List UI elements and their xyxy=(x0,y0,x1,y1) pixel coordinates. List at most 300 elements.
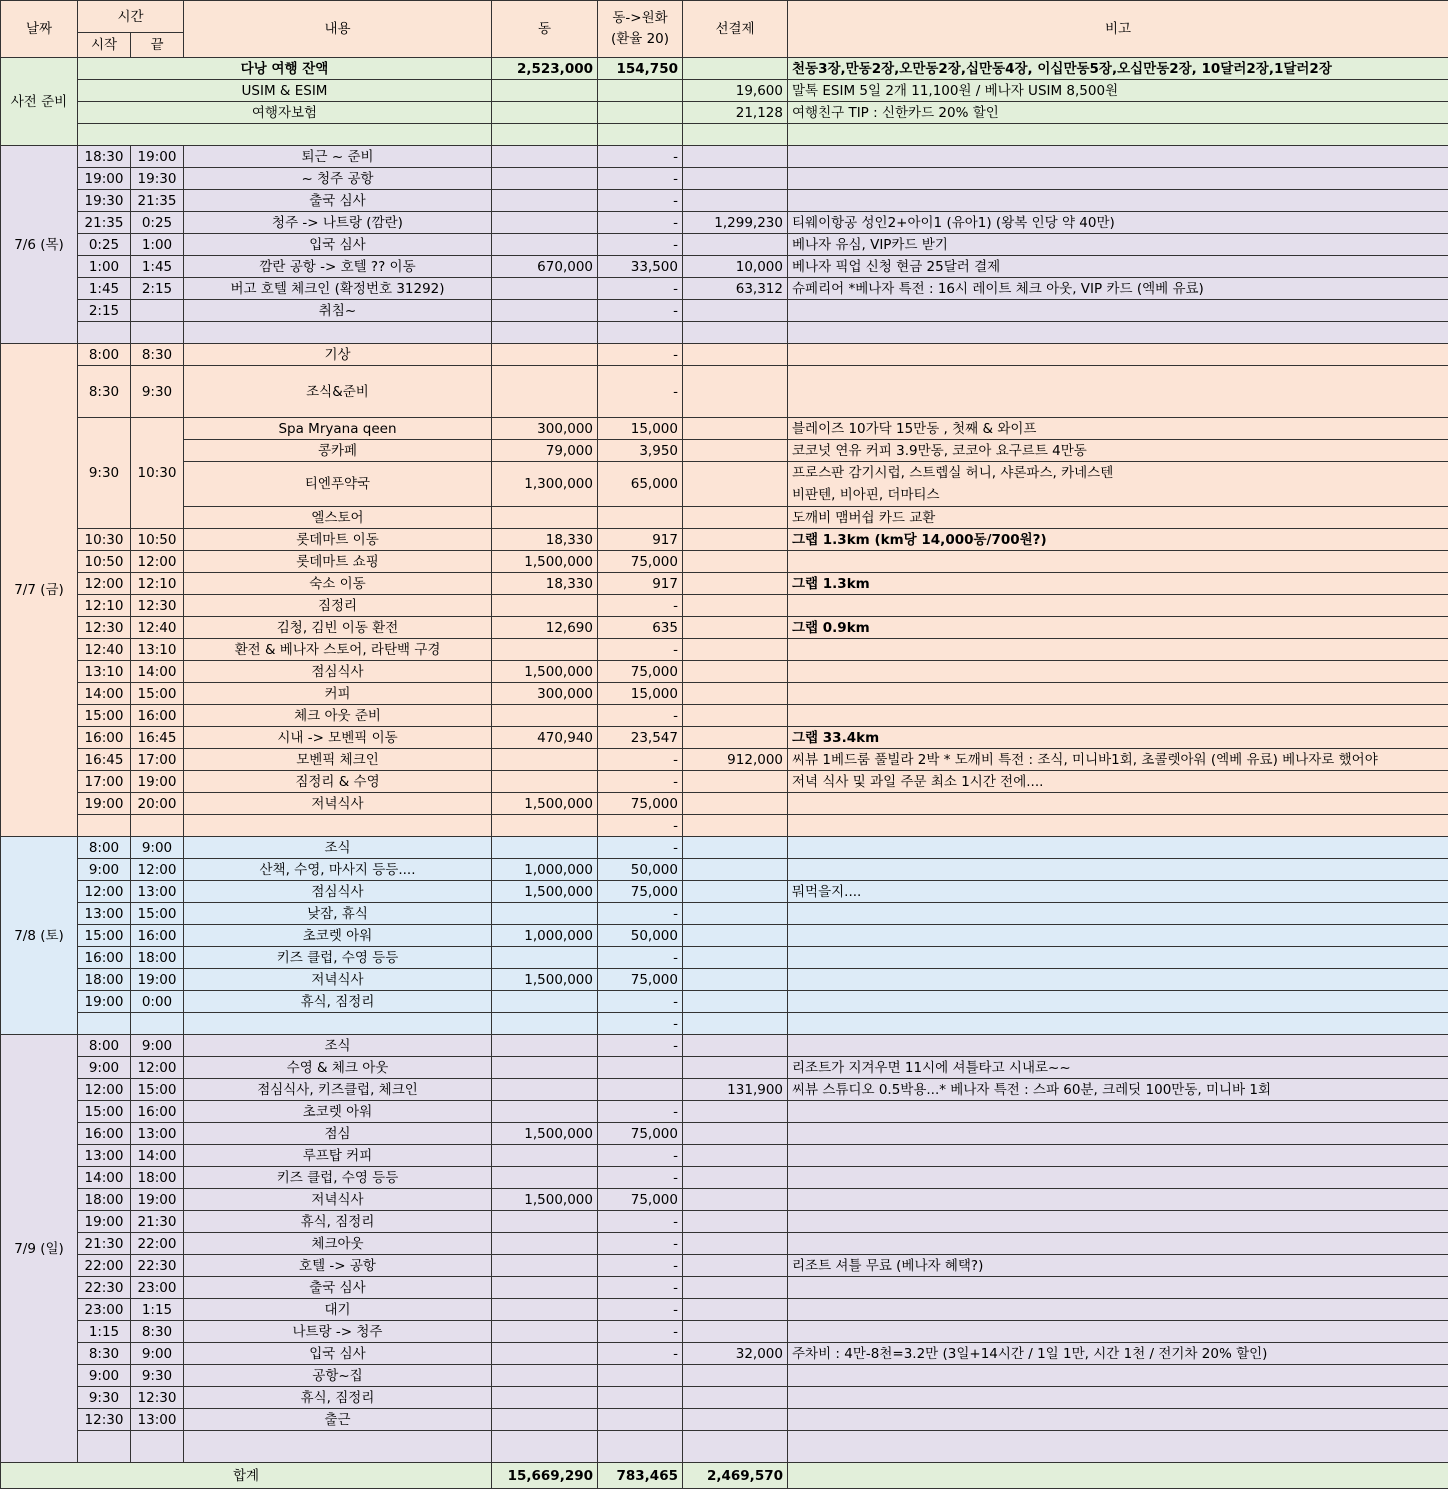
activity: 저녁식사 xyxy=(184,793,492,815)
amount-krw: 75,000 xyxy=(598,661,683,683)
amount-krw: - xyxy=(598,947,683,969)
end-time: 17:00 xyxy=(131,749,184,771)
prepaid-amount xyxy=(683,705,788,727)
end-time: 10:30 xyxy=(131,418,184,529)
start-time: 12:00 xyxy=(78,881,131,903)
activity: 초코렛 아워 xyxy=(184,1101,492,1123)
end-time: 8:30 xyxy=(131,344,184,366)
itinerary-row xyxy=(1,322,1448,344)
itinerary-row xyxy=(1,771,1448,793)
end-time: 21:35 xyxy=(131,190,184,212)
date-cell: 7/6 (목) xyxy=(1,146,78,344)
amount-vnd: 1,500,000 xyxy=(492,1123,598,1145)
itinerary-row xyxy=(1,617,1448,639)
prepaid-amount xyxy=(683,1211,788,1233)
note xyxy=(788,661,1448,683)
itinerary-row xyxy=(1,462,1448,507)
note xyxy=(788,146,1448,168)
note: 도깨비 맴버쉽 카드 교환 xyxy=(788,507,1448,529)
activity: 저녁식사 xyxy=(184,1189,492,1211)
start-time: 19:00 xyxy=(78,793,131,815)
prepaid-amount xyxy=(683,661,788,683)
start-time xyxy=(78,1013,131,1035)
itinerary-row xyxy=(1,1277,1448,1299)
prepaid-amount xyxy=(683,727,788,749)
amount-vnd xyxy=(492,344,598,366)
end-time: 12:00 xyxy=(131,1057,184,1079)
start-time: 17:00 xyxy=(78,771,131,793)
note: 리조트가 지겨우면 11시에 셔틀타고 시내로~~ xyxy=(788,1057,1448,1079)
prepaid-amount xyxy=(683,969,788,991)
note xyxy=(788,1409,1448,1431)
amount-vnd xyxy=(492,1145,598,1167)
end-time: 1:00 xyxy=(131,234,184,256)
prep-prepaid xyxy=(683,58,788,80)
end-time: 21:30 xyxy=(131,1211,184,1233)
start-time: 8:00 xyxy=(78,1035,131,1057)
amount-vnd: 1,300,000 xyxy=(492,462,598,507)
itinerary-row xyxy=(1,749,1448,771)
start-time: 8:00 xyxy=(78,837,131,859)
note xyxy=(788,1101,1448,1123)
amount-krw: 50,000 xyxy=(598,925,683,947)
prepaid-amount xyxy=(683,366,788,418)
itinerary-row xyxy=(1,881,1448,903)
activity: 낮잠, 휴식 xyxy=(184,903,492,925)
amount-krw: - xyxy=(598,1321,683,1343)
amount-vnd xyxy=(492,1233,598,1255)
activity: 산책, 수영, 마사지 등등.... xyxy=(184,859,492,881)
itinerary-row xyxy=(1,300,1448,322)
itinerary-row xyxy=(1,859,1448,881)
amount-vnd xyxy=(492,1387,598,1409)
prepaid-amount xyxy=(683,507,788,529)
itinerary-row xyxy=(1,815,1448,837)
end-time xyxy=(131,300,184,322)
note xyxy=(788,1299,1448,1321)
end-time: 19:30 xyxy=(131,168,184,190)
itinerary-row xyxy=(1,507,1448,529)
itinerary-row xyxy=(1,366,1448,418)
start-time: 12:00 xyxy=(78,573,131,595)
end-time xyxy=(131,815,184,837)
note xyxy=(788,1321,1448,1343)
prepaid-amount xyxy=(683,1321,788,1343)
amount-krw: - xyxy=(598,1233,683,1255)
start-time: 12:30 xyxy=(78,617,131,639)
activity: 롯데마트 이동 xyxy=(184,529,492,551)
amount-vnd xyxy=(492,1035,598,1057)
prep-row xyxy=(1,58,1448,80)
activity: ~ 청주 공항 xyxy=(184,168,492,190)
activity: 조식 xyxy=(184,1035,492,1057)
start-time: 10:50 xyxy=(78,551,131,573)
itinerary-row xyxy=(1,639,1448,661)
start-time: 18:00 xyxy=(78,1189,131,1211)
activity: 짐정리 xyxy=(184,595,492,617)
amount-vnd xyxy=(492,1321,598,1343)
itinerary-row xyxy=(1,837,1448,859)
total-prepaid: 2,469,570 xyxy=(683,1463,788,1489)
end-time: 10:50 xyxy=(131,529,184,551)
amount-krw: - xyxy=(598,705,683,727)
note xyxy=(788,168,1448,190)
start-time xyxy=(78,815,131,837)
itinerary-row xyxy=(1,1189,1448,1211)
activity: 출근 xyxy=(184,1409,492,1431)
prepaid-amount xyxy=(683,300,788,322)
prep-vnd xyxy=(492,80,598,102)
prepaid-amount xyxy=(683,1013,788,1035)
itinerary-row xyxy=(1,1255,1448,1277)
total-vnd: 15,669,290 xyxy=(492,1463,598,1489)
amount-krw: 3,950 xyxy=(598,440,683,462)
prep-content: 여행자보험 xyxy=(78,102,492,124)
note xyxy=(788,639,1448,661)
activity: 입국 심사 xyxy=(184,234,492,256)
note xyxy=(788,1167,1448,1189)
activity: 키즈 클럽, 수영 등등 xyxy=(184,947,492,969)
itinerary-row xyxy=(1,727,1448,749)
prepaid-amount xyxy=(683,1101,788,1123)
itinerary-row xyxy=(1,168,1448,190)
activity xyxy=(184,815,492,837)
amount-krw xyxy=(598,1409,683,1431)
itinerary-row xyxy=(1,595,1448,617)
end-time: 9:00 xyxy=(131,1035,184,1057)
amount-krw: 15,000 xyxy=(598,683,683,705)
prepaid-amount xyxy=(683,551,788,573)
itinerary-row xyxy=(1,1101,1448,1123)
activity: 수영 & 체크 아웃 xyxy=(184,1057,492,1079)
start-time: 14:00 xyxy=(78,1167,131,1189)
start-time: 16:00 xyxy=(78,1123,131,1145)
amount-vnd: 670,000 xyxy=(492,256,598,278)
end-time: 12:30 xyxy=(131,595,184,617)
amount-vnd xyxy=(492,1431,598,1463)
start-time: 16:45 xyxy=(78,749,131,771)
prepaid-amount xyxy=(683,639,788,661)
amount-krw: - xyxy=(598,1145,683,1167)
note: 뭐먹을지.... xyxy=(788,881,1448,903)
start-time: 12:30 xyxy=(78,1409,131,1431)
prepaid-amount xyxy=(683,881,788,903)
note: 슈페리어 *베나자 특전 : 16시 레이트 체크 아웃, VIP 카드 (엑베 유료) xyxy=(788,278,1448,300)
end-time xyxy=(131,322,184,344)
note: 블레이즈 10가닥 15만동 , 첫째 & 와이프 xyxy=(788,418,1448,440)
itinerary-row xyxy=(1,256,1448,278)
header-content: 내용 xyxy=(184,1,492,58)
itinerary-row xyxy=(1,661,1448,683)
note: 그랩 0.9km xyxy=(788,617,1448,639)
start-time: 10:30 xyxy=(78,529,131,551)
amount-vnd xyxy=(492,595,598,617)
header-date: 날짜 xyxy=(1,1,78,58)
end-time xyxy=(131,1431,184,1463)
note: 주차비 : 4만-8천=3.2만 (3일+14시간 / 1일 1만, 시간 1천 / 전기차 20% 할인) xyxy=(788,1343,1448,1365)
start-time: 18:00 xyxy=(78,969,131,991)
activity: 키즈 클럽, 수영 등등 xyxy=(184,1167,492,1189)
activity: 티엔푸약국 xyxy=(184,462,492,507)
note xyxy=(788,1431,1448,1463)
prepaid-amount xyxy=(683,683,788,705)
note xyxy=(788,1277,1448,1299)
amount-krw: - xyxy=(598,837,683,859)
activity: 입국 심사 xyxy=(184,1343,492,1365)
activity: 나트랑 -> 청주 xyxy=(184,1321,492,1343)
note xyxy=(788,1387,1448,1409)
activity xyxy=(184,1013,492,1035)
activity: 점심식사 xyxy=(184,881,492,903)
note xyxy=(788,903,1448,925)
prepaid-amount xyxy=(683,837,788,859)
amount-krw: - xyxy=(598,366,683,418)
amount-vnd xyxy=(492,190,598,212)
note xyxy=(788,344,1448,366)
amount-krw: - xyxy=(598,639,683,661)
itinerary-row xyxy=(1,1035,1448,1057)
activity: 숙소 이동 xyxy=(184,573,492,595)
prep-row xyxy=(1,80,1448,102)
activity: 조식 xyxy=(184,837,492,859)
total-label: 합계 xyxy=(1,1463,492,1489)
itinerary-row xyxy=(1,1211,1448,1233)
activity: 휴식, 짐정리 xyxy=(184,991,492,1013)
header-start: 시작 xyxy=(78,33,131,58)
itinerary-row xyxy=(1,793,1448,815)
activity: 루프탑 커피 xyxy=(184,1145,492,1167)
end-time: 12:10 xyxy=(131,573,184,595)
itinerary-row xyxy=(1,683,1448,705)
activity: 퇴근 ~ 준비 xyxy=(184,146,492,168)
note xyxy=(788,705,1448,727)
prepaid-amount xyxy=(683,771,788,793)
itinerary-row xyxy=(1,418,1448,440)
prepaid-amount: 1,299,230 xyxy=(683,212,788,234)
end-time: 9:30 xyxy=(131,366,184,418)
start-time: 8:30 xyxy=(78,1343,131,1365)
itinerary-row xyxy=(1,991,1448,1013)
amount-vnd xyxy=(492,1277,598,1299)
end-time: 15:00 xyxy=(131,1079,184,1101)
end-time: 16:45 xyxy=(131,727,184,749)
start-time: 1:00 xyxy=(78,256,131,278)
start-time: 0:25 xyxy=(78,234,131,256)
prep-row xyxy=(1,102,1448,124)
prepaid-amount xyxy=(683,595,788,617)
amount-vnd: 18,330 xyxy=(492,573,598,595)
amount-krw: - xyxy=(598,190,683,212)
amount-vnd: 1,500,000 xyxy=(492,661,598,683)
note xyxy=(788,815,1448,837)
end-time: 23:00 xyxy=(131,1277,184,1299)
prep-krw xyxy=(598,124,683,146)
start-time: 1:45 xyxy=(78,278,131,300)
prep-note: 말톡 ESIM 5일 2개 11,100원 / 베나자 USIM 8,500원 xyxy=(788,80,1448,102)
activity: 콩카페 xyxy=(184,440,492,462)
amount-krw: - xyxy=(598,595,683,617)
prep-row xyxy=(1,124,1448,146)
amount-vnd xyxy=(492,837,598,859)
prep-note: 여행친구 TIP : 신한카드 20% 할인 xyxy=(788,102,1448,124)
amount-krw: - xyxy=(598,1013,683,1035)
amount-vnd xyxy=(492,947,598,969)
amount-vnd xyxy=(492,1255,598,1277)
end-time: 15:00 xyxy=(131,683,184,705)
amount-vnd xyxy=(492,300,598,322)
note: 베나자 픽업 신청 현금 25달러 결제 xyxy=(788,256,1448,278)
note: 씨뷰 1베드룸 풀빌라 2박 * 도깨비 특전 : 조식, 미니바1회, 초콜렛아워 (엑베 유료) 베나자로 했어야 xyxy=(788,749,1448,771)
end-time: 9:00 xyxy=(131,1343,184,1365)
prepaid-amount xyxy=(683,991,788,1013)
end-time: 19:00 xyxy=(131,969,184,991)
date-cell: 7/9 (일) xyxy=(1,1035,78,1463)
amount-krw: - xyxy=(598,146,683,168)
start-time: 9:30 xyxy=(78,1387,131,1409)
amount-krw: - xyxy=(598,771,683,793)
amount-vnd: 470,940 xyxy=(492,727,598,749)
prepaid-amount xyxy=(683,1387,788,1409)
amount-vnd: 1,500,000 xyxy=(492,881,598,903)
note xyxy=(788,190,1448,212)
end-time: 1:15 xyxy=(131,1299,184,1321)
start-time: 12:40 xyxy=(78,639,131,661)
amount-krw: - xyxy=(598,234,683,256)
amount-krw: 75,000 xyxy=(598,1123,683,1145)
prepaid-amount xyxy=(683,1233,788,1255)
itinerary-row xyxy=(1,1409,1448,1431)
note: 저녁 식사 및 과일 주문 최소 1시간 전에.... xyxy=(788,771,1448,793)
start-time: 9:00 xyxy=(78,1365,131,1387)
amount-krw: - xyxy=(598,815,683,837)
start-time: 15:00 xyxy=(78,705,131,727)
itinerary-row xyxy=(1,1365,1448,1387)
prepaid-amount: 912,000 xyxy=(683,749,788,771)
prep-vnd xyxy=(492,102,598,124)
prepaid-amount xyxy=(683,440,788,462)
itinerary-row xyxy=(1,234,1448,256)
end-time: 19:00 xyxy=(131,1189,184,1211)
amount-vnd xyxy=(492,771,598,793)
end-time: 12:40 xyxy=(131,617,184,639)
itinerary-row xyxy=(1,969,1448,991)
end-time: 14:00 xyxy=(131,661,184,683)
amount-krw xyxy=(598,1387,683,1409)
end-time: 14:00 xyxy=(131,1145,184,1167)
start-time: 15:00 xyxy=(78,925,131,947)
end-time: 12:30 xyxy=(131,1387,184,1409)
amount-krw: 75,000 xyxy=(598,793,683,815)
prepaid-amount xyxy=(683,793,788,815)
amount-krw: - xyxy=(598,1299,683,1321)
prepaid-amount xyxy=(683,903,788,925)
itinerary-row xyxy=(1,1057,1448,1079)
activity: 점심식사 xyxy=(184,661,492,683)
header-conversion xyxy=(598,1,683,58)
note xyxy=(788,1211,1448,1233)
note xyxy=(788,595,1448,617)
header-end: 끝 xyxy=(131,33,184,58)
activity: 버고 호텔 체크인 (확정번호 31292) xyxy=(184,278,492,300)
amount-krw: - xyxy=(598,168,683,190)
amount-krw: - xyxy=(598,344,683,366)
start-time: 16:00 xyxy=(78,727,131,749)
prepaid-amount xyxy=(683,1189,788,1211)
note xyxy=(788,683,1448,705)
amount-vnd: 1,500,000 xyxy=(492,793,598,815)
amount-krw: - xyxy=(598,1101,683,1123)
itinerary-row xyxy=(1,925,1448,947)
note xyxy=(788,947,1448,969)
itinerary-row xyxy=(1,947,1448,969)
prepaid-amount xyxy=(683,925,788,947)
start-time xyxy=(78,1431,131,1463)
end-time: 13:10 xyxy=(131,639,184,661)
amount-vnd: 300,000 xyxy=(492,418,598,440)
start-time: 22:30 xyxy=(78,1277,131,1299)
prep-note: 천동3장,만동2장,오만동2장,십만동4장, 이십만동5장,오십만동2장, 10달러2장,1달러2장 xyxy=(788,58,1448,80)
prepaid-amount xyxy=(683,815,788,837)
header-conversion-line2: (환율 20) xyxy=(602,29,678,50)
amount-krw: - xyxy=(598,1255,683,1277)
amount-krw xyxy=(598,1079,683,1101)
itinerary-row xyxy=(1,1431,1448,1463)
start-time: 18:30 xyxy=(78,146,131,168)
amount-vnd xyxy=(492,1409,598,1431)
start-time: 23:00 xyxy=(78,1299,131,1321)
itinerary-row xyxy=(1,1343,1448,1365)
amount-vnd xyxy=(492,212,598,234)
prepaid-amount xyxy=(683,1299,788,1321)
prepaid-amount xyxy=(683,1167,788,1189)
activity: 휴식, 짐정리 xyxy=(184,1387,492,1409)
prep-krw xyxy=(598,80,683,102)
end-time: 2:15 xyxy=(131,278,184,300)
amount-vnd xyxy=(492,168,598,190)
start-time: 21:30 xyxy=(78,1233,131,1255)
amount-vnd xyxy=(492,1013,598,1035)
end-time: 16:00 xyxy=(131,705,184,727)
start-time: 2:15 xyxy=(78,300,131,322)
note: 씨뷰 스튜디오 0.5박용...* 베나자 특전 : 스파 60분, 크레딧 100만동, 미니바 1회 xyxy=(788,1079,1448,1101)
prep-label: 사전 준비 xyxy=(1,58,78,146)
prep-content xyxy=(78,124,492,146)
activity: 시내 -> 모벤픽 이동 xyxy=(184,727,492,749)
start-time: 9:30 xyxy=(78,418,131,529)
itinerary-row xyxy=(1,573,1448,595)
start-time: 8:30 xyxy=(78,366,131,418)
note xyxy=(788,1189,1448,1211)
activity: 취침~ xyxy=(184,300,492,322)
activity: 점심 xyxy=(184,1123,492,1145)
amount-krw: 75,000 xyxy=(598,551,683,573)
itinerary-row xyxy=(1,344,1448,366)
activity: 체크아웃 xyxy=(184,1233,492,1255)
end-time: 9:30 xyxy=(131,1365,184,1387)
amount-krw: - xyxy=(598,1211,683,1233)
start-time: 12:00 xyxy=(78,1079,131,1101)
prepaid-amount xyxy=(683,859,788,881)
prepaid-amount xyxy=(683,418,788,440)
note xyxy=(788,551,1448,573)
prepaid-amount xyxy=(683,1255,788,1277)
activity: 출국 심사 xyxy=(184,190,492,212)
amount-krw xyxy=(598,507,683,529)
prepaid-amount xyxy=(683,1035,788,1057)
activity: 깜란 공항 -> 호텔 ?? 이동 xyxy=(184,256,492,278)
end-time: 22:00 xyxy=(131,1233,184,1255)
start-time: 1:15 xyxy=(78,1321,131,1343)
